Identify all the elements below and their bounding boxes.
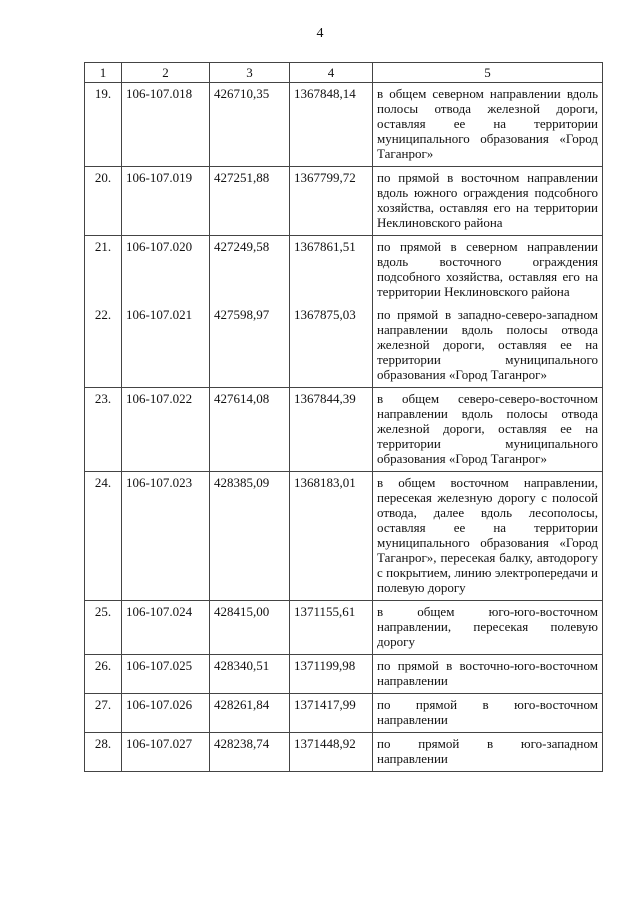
boundary-description: в общем северном направлении вдоль полосы отвода железной дороги, оставляя ее на территории муниципального образования «Город Таганрог» <box>373 83 603 167</box>
coordinate-y: 1367861,51 <box>290 236 373 305</box>
row-number: 20. <box>85 167 122 236</box>
point-code: 106-107.027 <box>122 733 210 772</box>
coordinate-y: 1371448,92 <box>290 733 373 772</box>
coordinate-x: 426710,35 <box>210 83 290 167</box>
row-number: 26. <box>85 655 122 694</box>
boundary-description: по прямой в восточном направлении вдоль южного ограждения подсобного хозяйства, оставляя его на территории Неклиновского района <box>373 167 603 236</box>
table-row <box>85 304 603 388</box>
coordinate-y: 1367799,72 <box>290 167 373 236</box>
point-code: 106-107.020 <box>122 236 210 305</box>
coordinate-x: 428340,51 <box>210 655 290 694</box>
coordinate-y: 1368183,01 <box>290 472 373 601</box>
coordinate-y: 1371155,61 <box>290 601 373 655</box>
row-number: 22. <box>85 304 122 388</box>
table-row <box>85 83 603 167</box>
table-row <box>85 601 603 655</box>
coordinate-y: 1367848,14 <box>290 83 373 167</box>
boundary-description: по прямой в восточно-юго-восточном направлении <box>373 655 603 694</box>
point-code: 106-107.018 <box>122 83 210 167</box>
point-code: 106-107.021 <box>122 304 210 388</box>
boundary-description: по прямой в юго-восточном направлении <box>373 694 603 733</box>
point-code: 106-107.026 <box>122 694 210 733</box>
column-header: 4 <box>290 63 373 83</box>
point-code: 106-107.019 <box>122 167 210 236</box>
page-number: 4 <box>316 26 324 41</box>
coordinate-y: 1371417,99 <box>290 694 373 733</box>
point-code: 106-107.022 <box>122 388 210 472</box>
boundary-description: в общем северо-северо-восточном направлении вдоль полосы отвода железной дороги, оставляя ее на территории муниципального образования «Город Таганрог» <box>373 388 603 472</box>
row-number: 27. <box>85 694 122 733</box>
table-row <box>85 733 603 772</box>
table-row <box>85 472 603 601</box>
coordinate-x: 427614,08 <box>210 388 290 472</box>
row-number: 23. <box>85 388 122 472</box>
point-code: 106-107.023 <box>122 472 210 601</box>
row-number: 24. <box>85 472 122 601</box>
column-header: 3 <box>210 63 290 83</box>
point-code: 106-107.024 <box>122 601 210 655</box>
coordinate-y: 1371199,98 <box>290 655 373 694</box>
boundary-description: по прямой в северном направлении вдоль восточного ограждения подсобного хозяйства, оставляя его на территории Неклиновского района <box>373 236 603 305</box>
coordinate-x: 427249,58 <box>210 236 290 305</box>
boundary-description: в общем восточном направлении, пересекая железную дорогу с полосой отвода, далее вдоль лесополосы, оставляя ее на территории муниципального образования «Город Таганрог», пересекая балку, автодорогу с покрытием, линию электропередачи и полевую дорогу <box>373 472 603 601</box>
row-number: 25. <box>85 601 122 655</box>
table-row <box>85 388 603 472</box>
row-number: 21. <box>85 236 122 305</box>
column-header: 2 <box>122 63 210 83</box>
table-row <box>85 236 603 305</box>
coordinate-y: 1367875,03 <box>290 304 373 388</box>
boundary-description: по прямой в западно-северо-западном направлении вдоль полосы отвода железной дороги, оставляя ее на территории муниципального образования «Город Таганрог» <box>373 304 603 388</box>
boundary-description: в общем юго-юго-восточном направлении, пересекая полевую дорогу <box>373 601 603 655</box>
boundary-description: по прямой в юго-западном направлении <box>373 733 603 772</box>
row-number: 19. <box>85 83 122 167</box>
table-row <box>85 167 603 236</box>
column-header: 5 <box>373 63 603 83</box>
coordinate-x: 428238,74 <box>210 733 290 772</box>
boundary-table <box>84 62 603 772</box>
table-row <box>85 655 603 694</box>
table-header-row <box>85 63 603 83</box>
coordinate-x: 428385,09 <box>210 472 290 601</box>
coordinate-x: 428261,84 <box>210 694 290 733</box>
coordinate-x: 428415,00 <box>210 601 290 655</box>
point-code: 106-107.025 <box>122 655 210 694</box>
table-row <box>85 694 603 733</box>
row-number: 28. <box>85 733 122 772</box>
coordinate-x: 427251,88 <box>210 167 290 236</box>
coordinate-y: 1367844,39 <box>290 388 373 472</box>
column-header: 1 <box>85 63 122 83</box>
coordinate-x: 427598,97 <box>210 304 290 388</box>
